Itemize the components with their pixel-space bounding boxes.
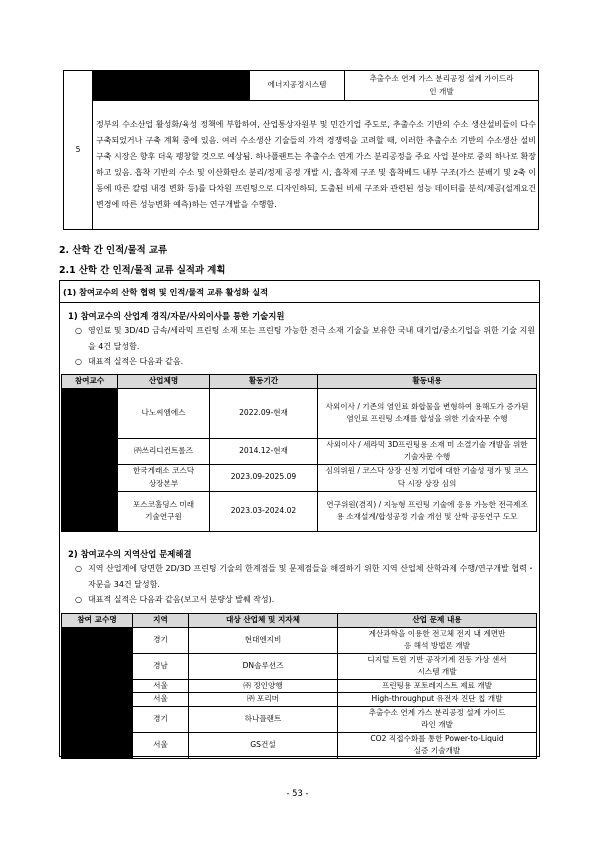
system-name: 에너지공정시스템 <box>267 80 327 90</box>
issue-cell: 프린팅용 포토레지스트 제료 개발 <box>338 679 537 693</box>
circle-bullet-icon: ○ <box>75 564 82 573</box>
redacted-name-cell <box>93 71 250 101</box>
region-cell: 서울 <box>133 693 189 707</box>
company-cell: DN솔루션즈 <box>189 653 338 679</box>
col-region: 지역 <box>133 614 189 628</box>
table-row <box>62 706 537 732</box>
regional-industry-table <box>61 613 537 759</box>
industry-support-table <box>61 374 537 532</box>
table-row <box>62 491 537 531</box>
redacted-professor-cell <box>62 627 133 758</box>
issue-cell: 추출수소 연계 가스 분리공정 설계 가이드라인 개발 <box>338 706 537 732</box>
table-row <box>62 732 537 758</box>
sub2-bullets <box>75 561 535 608</box>
sub1-bullets <box>75 323 535 370</box>
description-text: 정부의 수소산업 활성화/육성 정책에 부합하여, 산업통상자원부 및 민간기업 주도로, 추출수소 기반의 수소 생산설비들이 다수 구축되었거나 구축 계획 중에 있음. 여러 수소생산 기술들의 가격 경쟁력을 고려할 때, 이러한 추출수소 기반의 수소생산 설비 구축 시장은 향후 더욱 팽창할 것으로 예상됨. 하나플랜트는 추출수소 연계 가스 분리공정을 주요 사업 분야로 중의 하나로 확장하고 있음. 흡착 기반의 수소 및 이산화탄소 분리/정제 공정 개발 시, 흡착제 구조 및 흡착베드 내부 구조(가스 분배기 및 z축 이동에 따른 칼럼 내경 변화 등)를 다차원 프린팅으로 디자인하되, 도출된 비세 구조와 관련된 성능 데이터를 분석/제공(설계요건 변경에 따른 성능변화 예측)하는 연구개발을 수행함. <box>96 120 536 209</box>
activity-cell: 사외이사 / 기존의 염인료 화합물을 변형하여 용해도가 증가된 염인료 프린팅 소재를 합성을 위한 기술자문 수행 <box>318 388 537 438</box>
company-cell: 한국게래소 코스닥상장본부 <box>118 464 210 491</box>
company-cell: ㈜쓰리디컨트롤즈 <box>118 438 210 464</box>
top-project-table <box>63 70 539 230</box>
table-row <box>62 679 537 693</box>
table-row <box>62 653 537 679</box>
company-cell: GS건설 <box>189 732 338 758</box>
activity-cell: 사외이사 / 세라믹 3D프린팅용 소재 미 소결기술 개발을 위한 기술자문 수행 <box>318 438 537 464</box>
bullet-text: 대표적 실적은 다음과 같음(보고서 분량상 발췌 작성). <box>88 595 275 604</box>
company-cell: 하나플랜트 <box>189 706 338 732</box>
period-cell: 2023.09-2025.09 <box>210 464 318 491</box>
company-cell: 포스코홀딩스 미래기술연구원 <box>118 491 210 531</box>
company-cell: 나노씨엠에스 <box>118 388 210 438</box>
col-professor: 참여교수 <box>62 375 118 389</box>
region-cell: 경기 <box>133 627 189 653</box>
sub2-bullet-1 <box>75 561 535 592</box>
region-cell: 경남 <box>133 653 189 679</box>
col-issue: 산업 문제 내용 <box>338 614 537 628</box>
region-cell: 서울 <box>133 679 189 693</box>
system-cell <box>250 71 345 101</box>
company-cell: ㈜ 포리머 <box>189 693 338 707</box>
table-row <box>62 693 537 707</box>
bullet-text: 지역 산업계에 당면한 2D/3D 프린팅 기술의 한계점들 및 문제점들을 해결하기 위한 지역 산업체 산학과제 수행/연구개발 협력・자문을 34건 달성함. <box>88 564 535 589</box>
issue-cell: CO2 직접수화를 통한 Power-to-Liquid 실증 기술개발 <box>338 732 537 758</box>
table-row <box>62 438 537 464</box>
region-cell: 경기 <box>133 706 189 732</box>
col-professor-name: 참여 교수명 <box>62 614 133 628</box>
issue-cell: 디지털 트윈 기반 공작기계 진동 가상 센서 시스템 개발 <box>338 653 537 679</box>
redacted-professor-cell <box>62 388 118 531</box>
sub2-bullet-2 <box>75 592 535 608</box>
box-title: (1) 참여교수의 산학 협력 및 인적/물적 교류 활성화 실적 <box>63 287 269 297</box>
period-cell: 2023.03-2024.02 <box>210 491 318 531</box>
table-row <box>62 388 537 438</box>
sub1-bullet-1 <box>75 323 535 354</box>
period-cell: 2014.12-현재 <box>210 438 318 464</box>
issue-cell: High-throughput 유전자 진단 칩 개발 <box>338 693 537 707</box>
table-row <box>62 464 537 491</box>
description-cell <box>93 101 539 230</box>
topic-text: 추출수소 연계 가스 분리공정 설계 가이드라인 개발 <box>369 74 514 96</box>
region-cell: 서울 <box>133 732 189 758</box>
col-company: 산업체명 <box>118 375 210 389</box>
col-period: 활동기간 <box>210 375 318 389</box>
issue-cell: 계산과학을 이용한 전고체 전지 내 계면반응 해석 방법론 개발 <box>338 627 537 653</box>
circle-bullet-icon: ○ <box>75 357 82 366</box>
circle-bullet-icon: ○ <box>75 595 82 604</box>
company-cell: 현대엔지비 <box>189 627 338 653</box>
company-cell: ㈜ 정인양행 <box>189 679 338 693</box>
circle-bullet-icon: ○ <box>75 326 82 335</box>
sub1-title: 1) 참여교수의 산업계 경직/자문/사외이사를 통한 기술지원 <box>68 311 285 321</box>
col-target-company: 대상 산업체 및 지자체 <box>189 614 338 628</box>
topic-cell <box>345 71 539 101</box>
box-title-row <box>60 281 539 303</box>
period-cell: 2022.09-현재 <box>210 388 318 438</box>
sub1-bullet-2 <box>75 354 535 370</box>
sub2-title: 2) 참여교수의 지역산업 문제해결 <box>68 549 192 559</box>
col-activity: 활동내용 <box>318 375 537 389</box>
row-number: 5 <box>75 144 81 154</box>
table-row <box>62 627 537 653</box>
bullet-text: 영인료 및 3D/4D 금속/세라믹 프린팅 소재 또는 프린팅 가능한 전극 소재 기술을 보유한 국내 대기업/중소기업을 위한 기술 지원을 4건 달성함. <box>88 326 535 351</box>
bullet-text: 대표적 실적은 다음과 같음. <box>88 357 184 366</box>
activity-cell: 심의위원 / 코스닥 상장 신청 기업에 대한 기술성 평가 및 코스닥 시장 상장 심의 <box>318 464 537 491</box>
page-number: - 53 - <box>286 788 309 798</box>
section-2-heading: 2. 산학 간 인적/물적 교류 <box>59 245 168 256</box>
row-number-cell <box>64 71 93 230</box>
section-2-1-heading: 2.1 산학 간 인적/물적 교류 실적과 계획 <box>59 265 226 276</box>
activity-cell: 연구위원(겸직) / 지능형 프린팅 기술에 응용 가능한 전극제조용 소재설계/합성공정 기술 개선 및 산학 공동연구 도모 <box>318 491 537 531</box>
